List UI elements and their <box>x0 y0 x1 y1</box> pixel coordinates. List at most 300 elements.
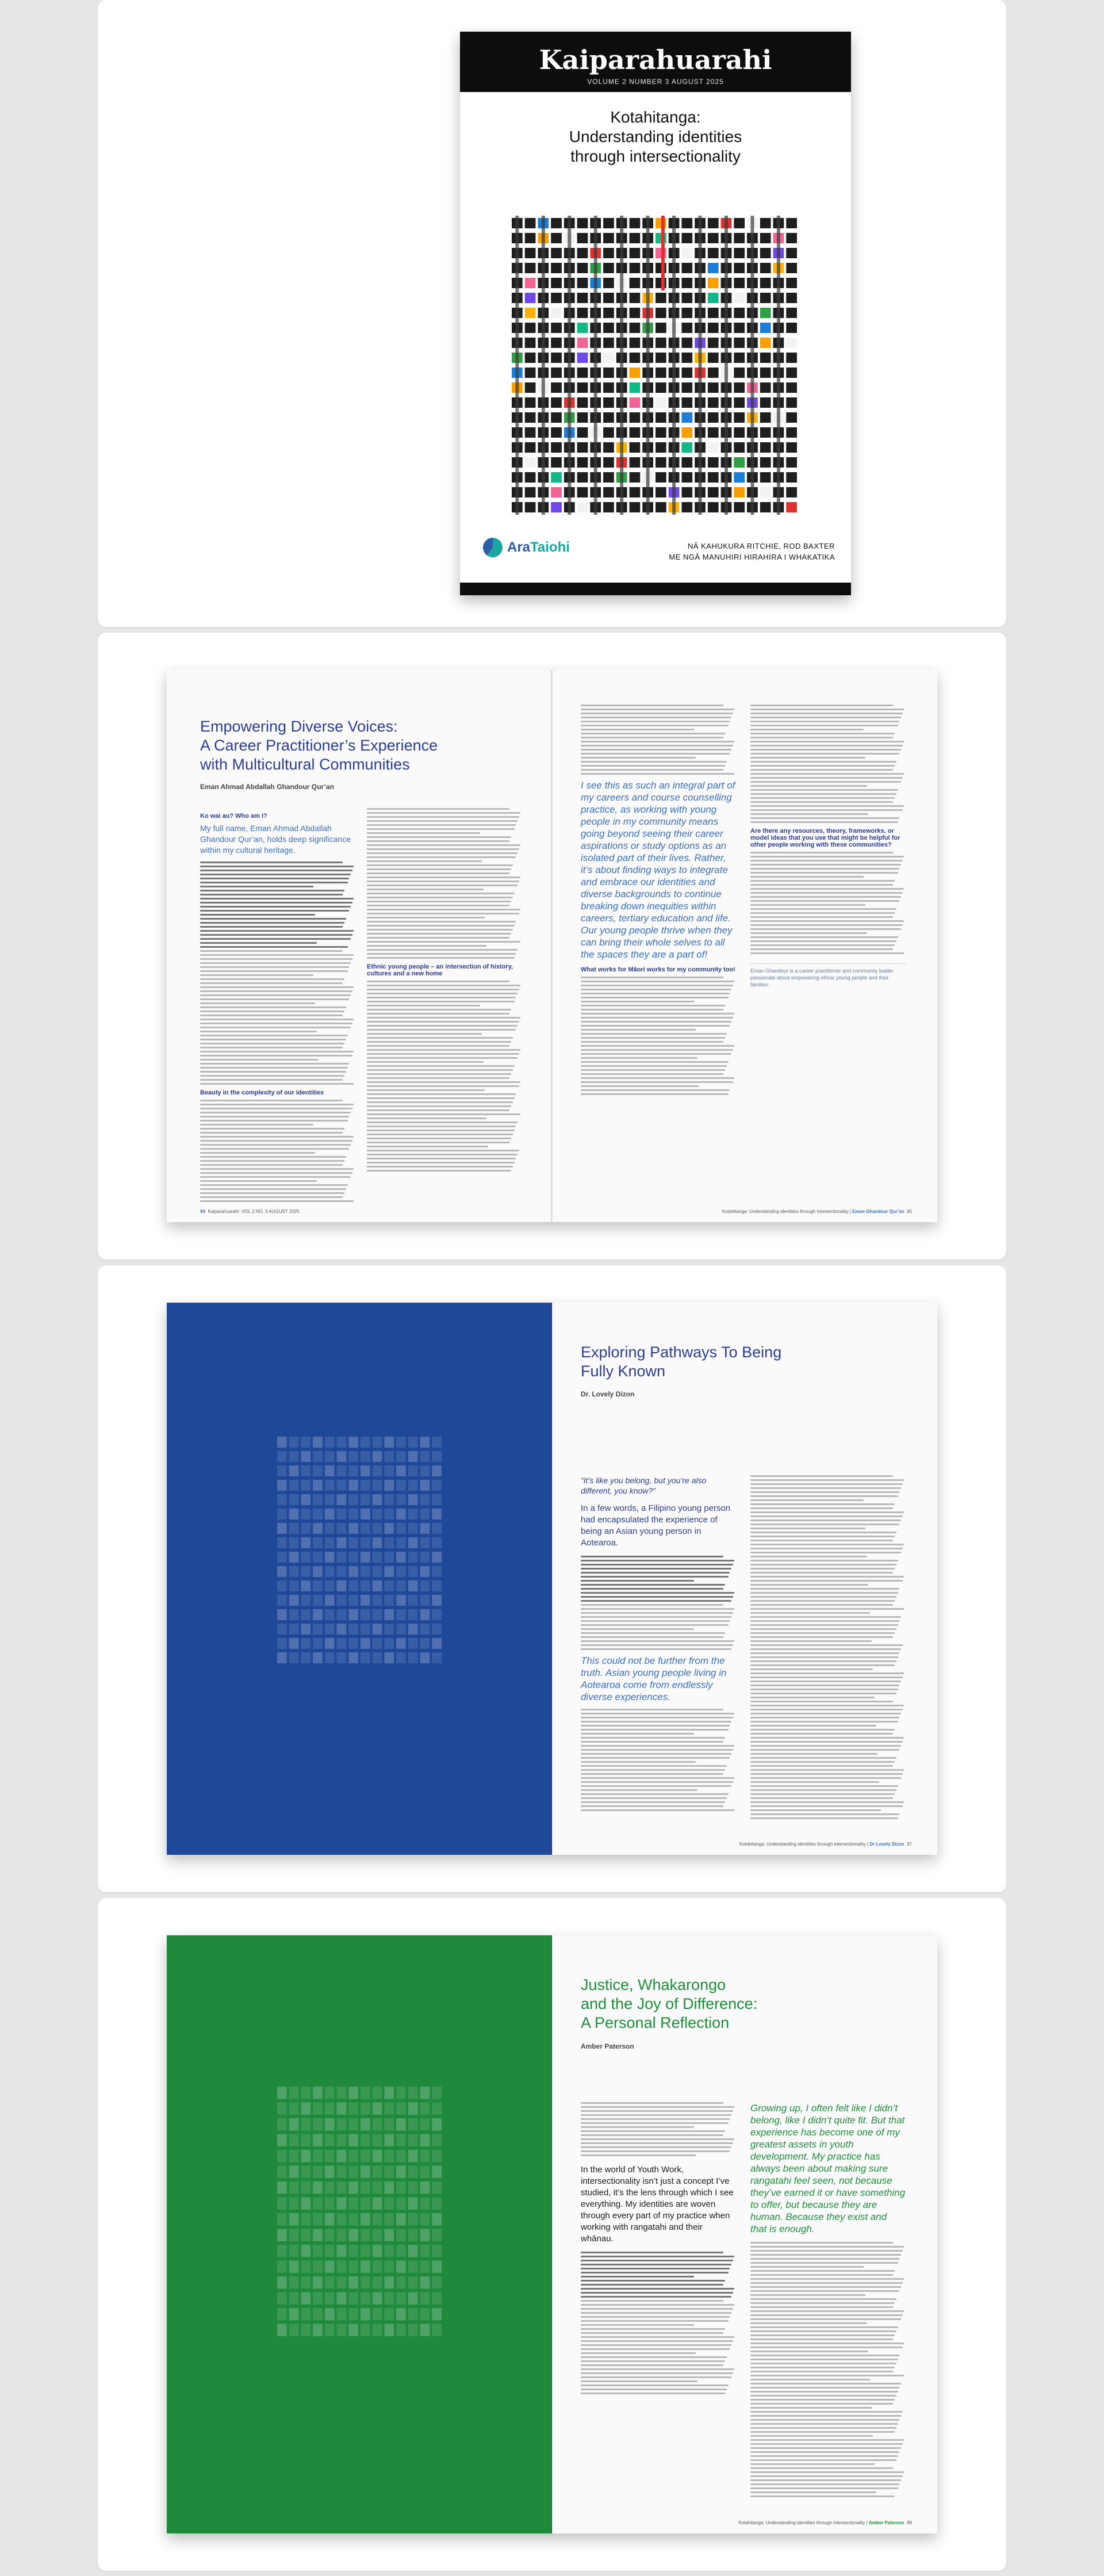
text-line <box>750 2286 901 2288</box>
ghost-weave-cell <box>337 2261 347 2273</box>
text-line <box>367 1162 515 1163</box>
ghost-weave-cell <box>373 2292 382 2305</box>
ghost-weave-cell <box>325 1465 335 1476</box>
text-line <box>200 922 344 924</box>
ghost-weave-cell <box>408 2150 418 2162</box>
text-line <box>200 1172 352 1174</box>
text-line <box>581 1773 723 1775</box>
ghost-weave-cell <box>408 1437 418 1448</box>
weave-cell <box>603 368 614 378</box>
weave-cell <box>603 248 614 258</box>
text-line <box>367 953 516 955</box>
ghost-weave-cell <box>432 2103 442 2115</box>
text-line <box>200 906 351 908</box>
text-line <box>200 1140 352 1142</box>
ghost-weave-cell <box>313 2166 323 2179</box>
spread1-article-title: Empowering Diverse Voices: A Career Practitioner’s Experience with Multicultural Communities <box>200 718 438 773</box>
text-line <box>750 1793 895 1795</box>
ghost-weave-cell <box>277 2292 287 2305</box>
weave-cell <box>786 397 797 408</box>
text-line <box>750 1584 868 1586</box>
weave-cell <box>681 487 692 497</box>
ghost-weave-cell <box>277 1480 287 1491</box>
text-line <box>200 1184 348 1186</box>
text-line <box>750 2258 899 2260</box>
weave-cell <box>681 502 692 512</box>
weave-cell <box>551 278 562 288</box>
text-line <box>367 856 516 858</box>
text-line <box>581 1729 729 1731</box>
ghost-weave-cell <box>301 2166 310 2179</box>
ghost-weave-cell <box>289 1609 299 1620</box>
text-line <box>750 1596 896 1598</box>
ghost-weave-cell <box>289 1451 299 1462</box>
text-line <box>200 1063 349 1065</box>
text-line <box>581 1725 730 1727</box>
weave-cell <box>760 368 771 378</box>
text-line <box>750 2338 893 2340</box>
ghost-weave-cell <box>348 1480 358 1491</box>
text-line <box>581 2356 727 2358</box>
weave-cell <box>603 442 614 453</box>
weave-cell <box>577 263 588 273</box>
weave-cell <box>630 248 641 258</box>
text-line <box>367 864 513 866</box>
text-line <box>200 994 351 996</box>
weave-cell <box>760 457 771 468</box>
weave-thread <box>750 216 754 515</box>
ghost-weave-cell <box>384 2213 394 2226</box>
cover-authors <box>669 541 835 562</box>
ghost-weave-cell <box>373 1566 382 1577</box>
ghost-weave-cell <box>301 1624 310 1635</box>
weave-cell <box>630 353 641 363</box>
weave-cell <box>734 293 745 303</box>
text-line <box>581 2268 730 2269</box>
weave-cell <box>603 293 614 303</box>
ghost-weave-cell <box>361 2292 370 2305</box>
ghost-weave-cell <box>313 2181 323 2194</box>
text-line <box>367 901 511 902</box>
weave-cell <box>525 278 536 288</box>
ghost-weave-cell <box>337 1537 347 1548</box>
ghost-weave-cell <box>277 1509 287 1519</box>
text-line <box>581 1560 734 1561</box>
ghost-weave-cell <box>325 2229 335 2242</box>
ghost-weave-cell <box>325 2134 335 2147</box>
ghost-weave-cell <box>325 1451 335 1462</box>
text-line <box>200 982 343 984</box>
text-line <box>750 1733 893 1735</box>
ghost-weave-cell <box>325 2308 335 2321</box>
ghost-weave-cell <box>432 2308 442 2321</box>
ghost-weave-cell <box>325 2150 335 2162</box>
weave-cell <box>734 278 745 288</box>
weave-cell <box>525 472 536 483</box>
ghost-weave-cell <box>432 1451 442 1462</box>
ghost-weave-cell <box>277 2213 287 2226</box>
ghost-weave-cell <box>277 2087 287 2099</box>
text-line <box>750 725 898 726</box>
text-line <box>750 1560 898 1561</box>
ghost-weave-cell <box>348 2181 358 2194</box>
weave-cell <box>603 412 614 423</box>
ghost-weave-cell <box>361 1480 370 1491</box>
text-line <box>750 705 893 706</box>
ghost-weave-cell <box>277 1580 287 1591</box>
text-line <box>750 1515 903 1517</box>
text-line <box>367 1093 516 1095</box>
text-line <box>200 1196 343 1198</box>
ghost-weave-cell <box>384 1509 394 1519</box>
ghost-weave-cell <box>361 1451 370 1462</box>
body-text-lines <box>367 981 522 1172</box>
text-line <box>367 949 518 951</box>
text-line <box>581 1620 730 1622</box>
text-line <box>367 1154 518 1155</box>
spread2-pullquote: This could not be further from the truth. Asian young people living in Aotearoa come from endlessly diverse experiences. <box>581 1655 727 1702</box>
ghost-weave-cell <box>289 2276 299 2289</box>
ghost-weave-cell <box>396 2181 406 2194</box>
ghost-weave-cell <box>420 2166 430 2179</box>
text-line <box>581 1025 730 1027</box>
text-line <box>750 773 904 775</box>
ghost-weave-cell <box>408 2134 418 2147</box>
text-line <box>750 1656 898 1658</box>
ghost-weave-cell <box>384 2276 394 2289</box>
weave-cell <box>551 323 562 333</box>
weave-cell <box>656 353 666 363</box>
text-line <box>200 1011 344 1012</box>
ghost-weave-cell <box>361 1624 370 1635</box>
text-line <box>750 1616 901 1618</box>
text-line <box>750 1769 904 1771</box>
text-line <box>200 958 352 960</box>
text-line <box>750 896 901 898</box>
ghost-weave-cell <box>337 2134 347 2147</box>
ghost-weave-cell <box>313 2134 323 2147</box>
ghost-weave-cell <box>408 1609 418 1620</box>
ghost-weave-cell <box>313 1480 323 1491</box>
weave-cell <box>708 412 719 423</box>
weave-cell <box>656 472 666 483</box>
text-line <box>581 2340 733 2342</box>
text-line <box>581 1017 733 1019</box>
ghost-weave-cell <box>313 2245 323 2257</box>
ghost-weave-cell <box>396 2229 406 2242</box>
ghost-weave-cell <box>313 2118 323 2131</box>
ghost-weave-cell <box>396 1480 406 1491</box>
text-line <box>367 1097 515 1099</box>
spread2-col1 <box>581 1475 736 1813</box>
text-line <box>581 1644 733 1646</box>
weave-cell <box>708 248 719 258</box>
text-line <box>581 1568 731 1570</box>
ghost-weave-cell <box>313 1494 323 1505</box>
text-line <box>367 1085 519 1087</box>
ghost-weave-cell <box>325 1523 335 1534</box>
text-line <box>581 1753 731 1755</box>
text-line <box>581 2360 725 2362</box>
text-line <box>750 2395 896 2397</box>
text-line <box>750 777 903 779</box>
ghost-weave-cell <box>408 1595 418 1606</box>
text-line <box>367 812 520 814</box>
text-line <box>750 2270 895 2272</box>
text-line <box>581 2376 731 2378</box>
text-line <box>750 1785 898 1787</box>
text-line <box>750 1789 896 1791</box>
ghost-weave-cell <box>313 2213 323 2226</box>
text-line <box>750 757 865 759</box>
ghost-weave-cell <box>373 2245 382 2257</box>
text-line <box>750 2375 904 2376</box>
ghost-weave-cell <box>408 2229 418 2242</box>
ghost-weave-cell <box>337 1652 347 1663</box>
ghost-weave-cell <box>384 2261 394 2273</box>
body-text-lines <box>581 977 736 1095</box>
ghost-weave-cell <box>289 2198 299 2210</box>
weave-cell <box>708 338 719 348</box>
text-line <box>581 2296 731 2298</box>
text-line <box>750 2471 904 2473</box>
ghost-weave-cell <box>396 1652 406 1663</box>
ghost-weave-cell <box>337 2213 347 2226</box>
text-line <box>200 886 313 887</box>
weave-thread <box>620 216 623 515</box>
ghost-weave-cell <box>277 2261 287 2273</box>
text-line <box>750 753 899 755</box>
text-line <box>367 921 516 923</box>
text-line <box>367 840 509 842</box>
ghost-weave-cell <box>337 2166 347 2179</box>
weave-cell <box>681 293 692 303</box>
text-line <box>581 713 733 714</box>
weave-cell <box>681 323 692 333</box>
text-line <box>750 737 893 738</box>
weave-cell <box>786 368 797 378</box>
text-line <box>750 2391 898 2393</box>
ghost-weave-cell <box>325 1580 335 1591</box>
ghost-weave-cell <box>277 2150 287 2162</box>
weave-cell <box>551 353 562 363</box>
body-text-lines <box>581 1556 736 1602</box>
ghost-weave-cell <box>432 1580 442 1591</box>
text-line <box>581 1604 723 1606</box>
text-line <box>200 902 352 904</box>
text-line <box>367 889 484 890</box>
spread2-author: Dr. Lovely Dizon <box>581 1390 635 1398</box>
body-text-lines <box>581 705 736 775</box>
ghost-weave-cell <box>408 1451 418 1462</box>
ghost-weave-cell <box>301 1552 310 1563</box>
text-line <box>367 816 519 818</box>
text-line <box>750 761 896 763</box>
ghost-weave-cell <box>277 2134 287 2147</box>
text-line <box>581 741 734 742</box>
weave-cell <box>734 457 745 468</box>
text-line <box>367 1101 513 1103</box>
ghost-weave-cell <box>361 2103 370 2115</box>
ghost-weave-cell <box>348 2166 358 2179</box>
text-line <box>581 1749 733 1751</box>
ghost-weave-cell <box>408 1552 418 1563</box>
text-line <box>750 1705 904 1706</box>
weave-cell <box>656 368 666 378</box>
weave-cell <box>603 218 614 228</box>
cover-subtitle-line3: through intersectionality <box>570 147 741 165</box>
ghost-weave-cell <box>408 2181 418 2194</box>
ghost-weave-cell <box>337 1509 347 1519</box>
text-line <box>581 2114 731 2116</box>
ghost-weave-cell <box>289 1537 299 1548</box>
ghost-weave-cell <box>277 1437 287 1448</box>
ghost-weave-cell <box>325 2276 335 2289</box>
ghost-weave-cell <box>432 2292 442 2305</box>
ghost-weave-cell <box>361 1523 370 1534</box>
text-line <box>750 2254 901 2256</box>
ghost-weave-cell <box>301 1437 310 1448</box>
text-line <box>581 2364 723 2366</box>
ghost-weave-cell <box>420 1652 430 1663</box>
ghost-weave-cell <box>373 2134 382 2147</box>
ghost-weave-cell <box>384 1580 394 1591</box>
ghost-weave-cell <box>408 2103 418 2115</box>
ghost-weave-cell <box>348 2103 358 2115</box>
text-line <box>367 1029 516 1031</box>
ghost-weave-cell <box>408 2324 418 2337</box>
body-text-lines <box>750 2242 906 2497</box>
text-line <box>367 1025 518 1027</box>
weave-cell <box>708 323 719 333</box>
text-line <box>581 1709 723 1710</box>
weave-cell <box>734 248 745 258</box>
text-line <box>367 1170 511 1172</box>
weave-cell <box>603 278 614 288</box>
spread2-lead: In a few words, a Filipino young person had encapsulated the experience of being an Asian young person in Aotearoa. <box>581 1503 731 1548</box>
text-line <box>750 1580 903 1582</box>
text-line <box>750 1640 872 1642</box>
weave-cell <box>681 382 692 393</box>
text-line <box>750 733 895 734</box>
weave-cell <box>630 323 641 333</box>
text-line <box>581 1564 733 1565</box>
text-line <box>750 1648 901 1650</box>
ghost-weave-cell <box>337 1451 347 1462</box>
text-line <box>581 2304 734 2306</box>
weave-cell <box>577 472 588 483</box>
spread3-footer-right: Kotahitanga: Understanding identities through intersectionality | Amber Paterson 99 <box>738 2520 912 2525</box>
text-line <box>367 1053 519 1055</box>
text-line <box>750 1524 899 1525</box>
text-line <box>367 1138 511 1139</box>
ghost-weave-cell <box>301 2308 310 2321</box>
ghost-weave-cell <box>301 1580 310 1591</box>
ghost-weave-cell <box>277 2229 287 2242</box>
ghost-weave-cell <box>313 2308 323 2321</box>
ghost-weave-cell <box>420 2103 430 2115</box>
text-line <box>367 1033 482 1035</box>
body-text-lines <box>367 808 522 959</box>
spread2-weave-ghost <box>276 1435 443 1665</box>
text-line <box>367 1077 509 1079</box>
ghost-weave-cell <box>301 2213 310 2226</box>
weave-cell <box>786 218 797 228</box>
ghost-weave-cell <box>396 1494 406 1505</box>
text-line <box>750 1693 896 1694</box>
ghost-weave-cell <box>384 2118 394 2131</box>
ghost-weave-cell <box>373 1580 382 1591</box>
aratahi-logo-icon <box>483 538 503 557</box>
text-line <box>200 942 317 944</box>
ghost-weave-cell <box>337 2276 347 2289</box>
weave-cell <box>630 293 641 303</box>
text-line <box>200 1200 354 1202</box>
weave-cell <box>656 442 666 453</box>
weave-cell <box>603 502 614 512</box>
text-line <box>750 1753 877 1755</box>
weave-thread <box>515 216 519 515</box>
ghost-weave-cell <box>337 1523 347 1534</box>
text-line <box>750 2242 893 2244</box>
ghost-weave-cell <box>301 1609 310 1620</box>
text-line <box>200 914 315 916</box>
weave-cell <box>760 233 771 243</box>
weave-cell <box>603 397 614 408</box>
ghost-weave-cell <box>373 1609 382 1620</box>
text-line <box>367 820 518 822</box>
ghost-weave-cell <box>420 2308 430 2321</box>
text-line <box>367 985 520 986</box>
body-text-lines <box>750 1475 906 1819</box>
ghost-weave-cell <box>396 1437 406 1448</box>
text-line <box>750 1664 895 1666</box>
ghost-weave-cell <box>301 2103 310 2115</box>
text-line <box>581 2146 731 2148</box>
text-line <box>200 862 343 863</box>
ghost-weave-cell <box>408 1509 418 1519</box>
text-line <box>581 2352 696 2354</box>
weave-cell <box>551 218 562 228</box>
text-line <box>750 1632 895 1634</box>
text-line <box>750 1572 893 1574</box>
weave-cell <box>786 427 797 438</box>
cover-subtitle <box>460 108 851 166</box>
spread1-left-col1 <box>200 808 355 1204</box>
text-line <box>750 785 867 787</box>
ghost-weave-cell <box>337 1494 347 1505</box>
ghost-weave-cell <box>384 1494 394 1505</box>
weave-thread <box>594 216 597 515</box>
ghost-weave-cell <box>348 2213 358 2226</box>
text-line <box>750 2447 901 2449</box>
weave-cell <box>656 338 666 348</box>
text-line <box>367 1081 520 1083</box>
ghost-weave-cell <box>325 2261 335 2273</box>
ghost-weave-cell <box>348 2150 358 2162</box>
text-line <box>200 1152 315 1154</box>
ghost-weave-cell <box>373 1537 382 1548</box>
weave-cell <box>708 382 719 393</box>
ghost-weave-cell <box>420 1509 430 1519</box>
ghost-weave-cell <box>396 1566 406 1577</box>
ghost-weave-cell <box>420 2150 430 2162</box>
text-line <box>750 2407 872 2409</box>
text-line <box>200 1067 348 1069</box>
ghost-weave-cell <box>396 2087 406 2099</box>
text-line <box>581 2372 733 2374</box>
text-line <box>750 817 899 819</box>
